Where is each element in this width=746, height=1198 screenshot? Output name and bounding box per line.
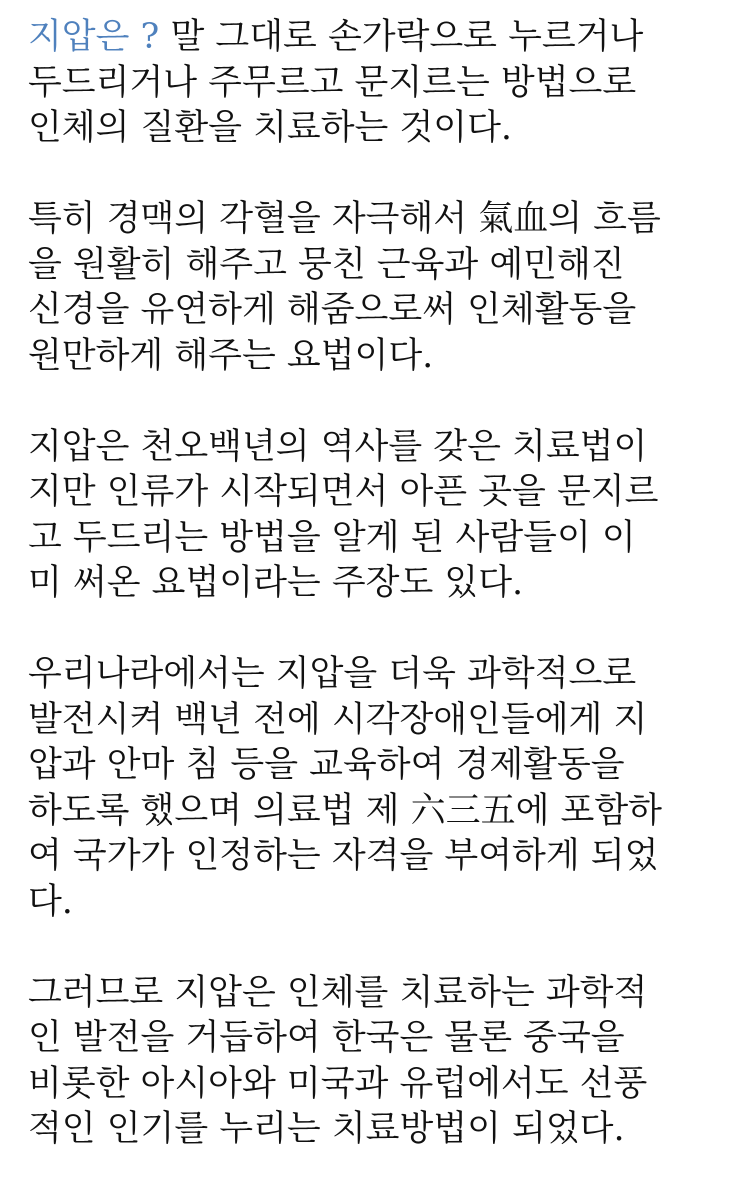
paragraph-5 [28,971,738,1153]
paragraph-2-line-3: 신경을 유연하게 해줌으로써 인체활동을 [28,290,637,330]
paragraph-1-line-1 [28,15,738,61]
paragraph-3-line-3: 고 두드리는 방법을 알게 된 사람들이 이 [28,517,636,558]
paragraph-1 [28,15,738,152]
paragraph-3-line-4: 미 써온 요법이라는 주장도 있다. [28,563,524,603]
paragraph-5-line-1: 그러므로 지압은 인체를 치료하는 과학적 [28,972,648,1013]
paragraph-4-line-5: 여 국가가 인정하는 자격을 부여하게 되었 [28,836,659,876]
paragraph-3-line-2: 지만 인류가 시작되면서 아픈 곳을 문지르 [28,472,659,512]
paragraph-2 [28,197,738,379]
paragraph-4 [28,652,738,925]
paragraph-5-line-4: 적인 인기를 누리는 치료방법이 되었다. [28,1109,625,1149]
paragraph-4-line-2: 발전시켜 백년 전에 시각장애인들에게 지 [28,699,648,740]
paragraph-4-line-6: 다. [28,881,73,922]
paragraph-1-line-1-text: 말 그대로 손가락으로 누르거나 [159,17,644,57]
paragraph-4-line-4: 하도록 했으며 의료법 제 六三五에 포함하 [28,790,662,831]
paragraph-4-line-3: 압과 안마 침 등을 교육하여 경제활동을 [28,745,625,785]
paragraph-1-line-2: 두드리거나 주무르고 문지르는 방법으로 [28,62,637,103]
paragraph-2-line-1: 특히 경맥의 각혈을 자극해서 氣血의 흐름 [28,199,661,239]
paragraph-2-line-2: 을 원활히 해주고 뭉친 근육과 예민해진 [28,244,625,285]
paragraph-2-line-4: 원만하게 해주는 요법이다. [28,335,434,376]
paragraph-3 [28,425,738,607]
paragraph-5-line-3: 비롯한 아시아와 미국과 유럽에서도 선풍 [28,1063,648,1104]
paragraph-3-line-1: 지압은 천오백년의 역사를 갖은 치료법이 [28,426,648,467]
document-body [28,15,738,1198]
paragraph-1-line-3: 인체의 질환을 치료하는 것이다. [28,108,513,148]
paragraph-5-line-2: 인 발전을 거듭하여 한국은 물론 중국을 [28,1018,625,1058]
heading: 지압은 ? [28,17,160,57]
paragraph-4-line-1: 우리나라에서는 지압을 더욱 과학적으로 [28,654,637,694]
